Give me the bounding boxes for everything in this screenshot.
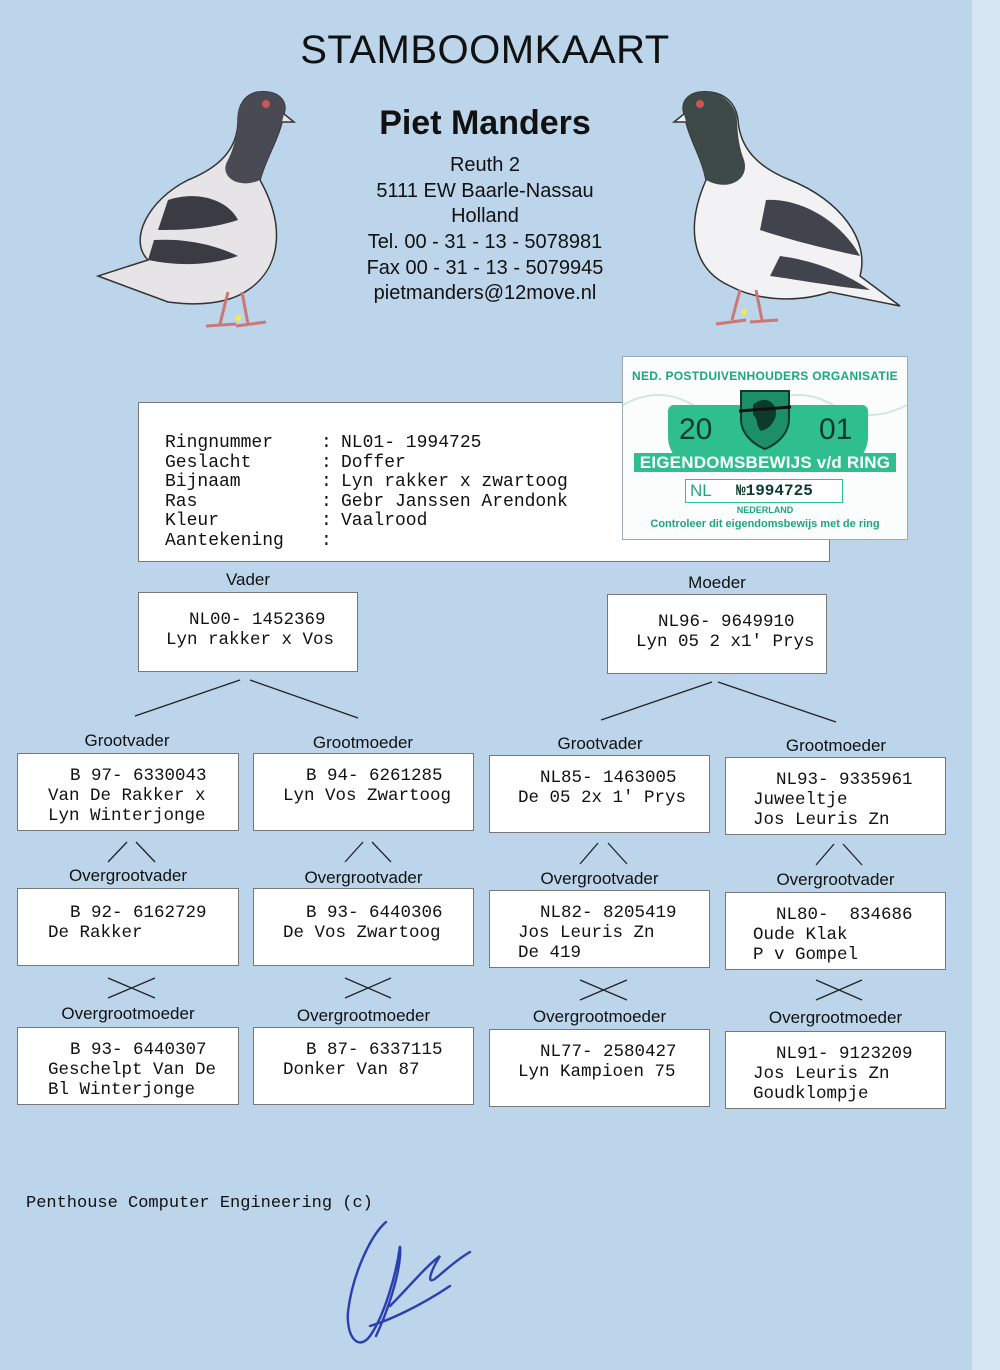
bird-name: Juweeltje: [753, 790, 848, 810]
info-row-ringnummer: Ringnummer : NL01- 1994725: [165, 433, 482, 453]
grandparent-label: Grootmoeder: [785, 736, 887, 755]
bird-ring: B 93- 6440306: [306, 903, 443, 923]
great-grandfather-label: Overgrootvader: [776, 870, 895, 889]
bird-ring: B 94- 6261285: [306, 766, 443, 786]
moeder-ring: NL96- 9649910: [658, 612, 795, 632]
bird-name: Van De Rakker x: [48, 786, 206, 806]
bird-ring: B 97- 6330043: [70, 766, 207, 786]
great-grandmother-box: [725, 1031, 946, 1109]
bird-ring: NL93- 9335961: [776, 770, 913, 790]
bird-name: Bl Winterjonge: [48, 1080, 196, 1100]
bird-name: Lyn Kampioen 75: [518, 1062, 676, 1082]
bird-ring: NL77- 2580427: [540, 1042, 677, 1062]
address-line: 5111 EW Baarle-Nassau: [376, 180, 594, 202]
bird-ring: NL85- 1463005: [540, 768, 677, 788]
footer-credit: Penthouse Computer Engineering (c): [26, 1194, 373, 1213]
grandparent-label: Grootvader: [557, 734, 643, 753]
address-line: Holland: [451, 205, 519, 227]
certificate-country-code: NL: [690, 481, 712, 500]
great-grandfather-box: [489, 890, 710, 968]
fax-line: Fax 00 - 31 - 13 - 5079945: [366, 257, 604, 279]
great-grandfather-box: [725, 892, 946, 970]
grandparent-box: [489, 755, 710, 833]
certificate-country: NEDERLAND: [736, 505, 794, 515]
bird-name: Geschelpt Van De: [48, 1060, 217, 1080]
vader-ring: NL00- 1452369: [189, 610, 326, 630]
vader-label: Vader: [225, 570, 271, 589]
bird-name: P v Gompel: [753, 945, 859, 965]
certificate-org: NED. POSTDUIVENHOUDERS ORGANISATIE: [631, 369, 898, 383]
bird-name: De Rakker: [48, 923, 143, 943]
great-grandfather-label: Overgrootvader: [540, 869, 659, 888]
signature-image: [330, 1216, 480, 1362]
great-grandmother-box: [253, 1027, 474, 1105]
info-row-aantekening: Aantekening :: [165, 531, 332, 551]
grandparent-label: Grootvader: [84, 731, 170, 750]
grandparent-label: Grootmoeder: [312, 733, 414, 752]
great-grandmother-box: [17, 1027, 239, 1105]
info-row-ras: Ras : Gebr Janssen Arendonk: [165, 492, 568, 512]
email-line: pietmanders@12move.nl: [373, 282, 597, 304]
grandparent-box: [17, 753, 239, 831]
phone-line: Tel. 00 - 31 - 13 - 5078981: [367, 231, 603, 253]
great-grandmother-box: [489, 1029, 710, 1107]
bird-name: Lyn Winterjonge: [48, 806, 206, 826]
info-row-kleur: Kleur : Vaalrood: [165, 511, 428, 531]
owner-name: Piet Manders: [379, 104, 591, 142]
great-grandfather-box: [17, 888, 239, 966]
great-grandmother-label: Overgrootmoeder: [296, 1006, 431, 1025]
bird-name: De 419: [518, 943, 582, 963]
bird-name: Jos Leuris Zn: [753, 810, 890, 830]
bird-name: Goudklompje: [753, 1084, 869, 1104]
vader-name: Lyn rakker x Vos: [166, 630, 335, 650]
bird-name: De 05 2x 1' Prys: [518, 788, 687, 808]
great-grandfather-label: Overgrootvader: [68, 866, 188, 885]
great-grandmother-label: Overgrootmoeder: [768, 1008, 903, 1027]
certificate-number: №1994725: [736, 482, 813, 500]
certificate-year-right: 01: [819, 413, 853, 446]
grandparent-box: [253, 753, 474, 831]
bird-name: De Vos Zwartoog: [283, 923, 441, 943]
moeder-name: Lyn 05 2 x1' Prys: [636, 632, 815, 652]
certificate-year-left: 20: [679, 413, 713, 446]
bird-name: Jos Leuris Zn: [518, 923, 655, 943]
info-row-geslacht: Geslacht : Doffer: [165, 453, 406, 473]
great-grandmother-label: Overgrootmoeder: [61, 1004, 195, 1023]
bird-ring: B 92- 6162729: [70, 903, 207, 923]
bird-ring: NL80- 834686: [776, 905, 913, 925]
bird-ring: B 87- 6337115: [306, 1040, 443, 1060]
great-grandfather-box: [253, 888, 474, 966]
bird-ring: NL91- 9123209: [776, 1044, 913, 1064]
vader-box: [138, 592, 358, 672]
certificate-footer: Controleer dit eigendomsbewijs met de ring: [650, 518, 880, 530]
bird-ring: NL82- 8205419: [540, 903, 677, 923]
bird-name: Lyn Vos Zwartoog: [283, 786, 452, 806]
moeder-box: [607, 594, 827, 674]
great-grandmother-label: Overgrootmoeder: [532, 1007, 667, 1026]
certificate-title: EIGENDOMSBEWIJS v/d RING: [623, 453, 907, 473]
address-line: Reuth 2: [449, 154, 521, 176]
moeder-label: Moeder: [688, 573, 746, 592]
grandparent-box: [725, 757, 946, 835]
ring-number: NL01- 1994725: [341, 433, 482, 453]
bird-name: Oude Klak: [753, 925, 848, 945]
bird-name: Donker Van 87: [283, 1060, 420, 1080]
bird-ring: B 93- 6440307: [70, 1040, 207, 1060]
bird-name: Jos Leuris Zn: [753, 1064, 890, 1084]
info-row-bijnaam: Bijnaam : Lyn rakker x zwartoog: [165, 472, 568, 492]
page-title: STAMBOOMKAART: [300, 28, 670, 72]
great-grandfather-label: Overgrootvader: [304, 868, 423, 887]
